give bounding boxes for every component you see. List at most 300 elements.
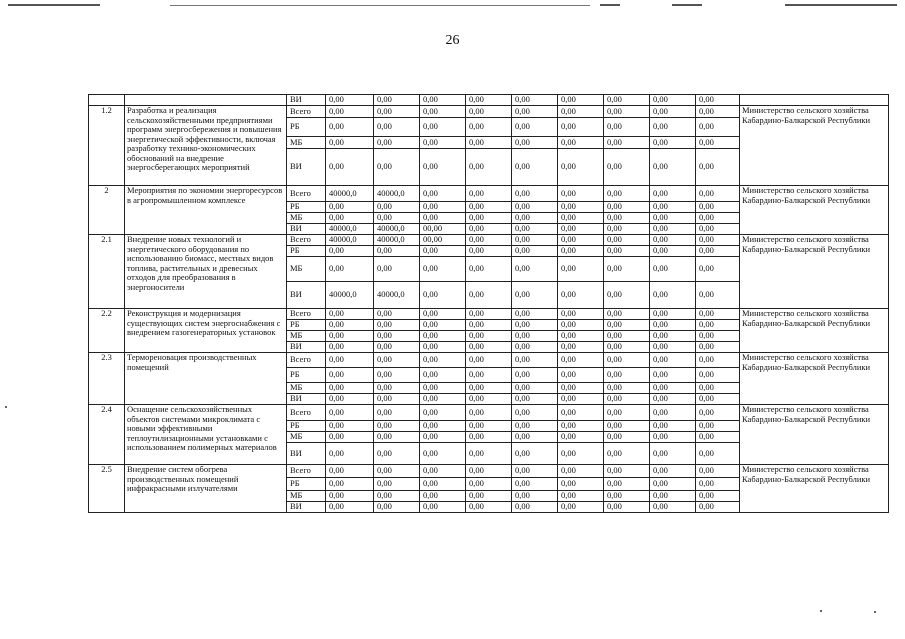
- amount-cell: 0,00: [650, 320, 696, 331]
- amount-cell: 0,00: [420, 465, 466, 478]
- amount-cell: 0,00: [604, 309, 650, 320]
- amount-cell: 40000,0: [374, 235, 420, 246]
- amount-cell: 0,00: [650, 246, 696, 257]
- measure-name-cell: Внедрение новых технологий и энергетического оборудования по использованию биомасс, местных видов топлива, растительных и древесных отходов для преобразования в энергоносители: [125, 235, 287, 309]
- measure-name-cell: Внедрение систем обогрева производственных помещений инфракрасными излучателями: [125, 465, 287, 513]
- amount-cell: 0,00: [466, 118, 512, 137]
- responsible-cell: Министерство сельского хозяйства Кабардино-Балкарской Республики: [740, 186, 889, 235]
- amount-cell: 0,00: [696, 383, 740, 394]
- amount-cell: 0,00: [420, 309, 466, 320]
- amount-cell: 0,00: [420, 491, 466, 502]
- amount-cell: 0,00: [650, 202, 696, 213]
- table-row: [89, 235, 889, 246]
- funding-source-cell: ВИ: [287, 443, 326, 465]
- amount-cell: 0,00: [696, 478, 740, 491]
- amount-cell: 0,00: [374, 213, 420, 224]
- amount-cell: 0,00: [466, 257, 512, 282]
- amount-cell: 0,00: [512, 235, 558, 246]
- amount-cell: 0,00: [696, 342, 740, 353]
- amount-cell: 0,00: [558, 383, 604, 394]
- amount-cell: 0,00: [466, 405, 512, 421]
- amount-cell: 0,00: [326, 394, 374, 405]
- measure-name-cell: Разработка и реализация сельскохозяйственными предприятиями программ энергосбережения и повышения энергетической эффективности, включая разработку технико-экономических обоснований на внедрение энергосберегающих мероприятий: [125, 106, 287, 186]
- amount-cell: 0,00: [604, 149, 650, 186]
- amount-cell: 0,00: [696, 118, 740, 137]
- amount-cell: 40000,0: [326, 224, 374, 235]
- amount-cell: 0,00: [558, 502, 604, 513]
- funding-source-cell: МБ: [287, 383, 326, 394]
- funding-source-cell: МБ: [287, 331, 326, 342]
- amount-cell: 0,00: [512, 331, 558, 342]
- amount-cell: 0,00: [374, 137, 420, 149]
- amount-cell: 0,00: [512, 186, 558, 202]
- amount-cell: 0,00: [420, 502, 466, 513]
- amount-cell: 0,00: [558, 465, 604, 478]
- amount-cell: 40000,0: [374, 224, 420, 235]
- amount-cell: 0,00: [466, 137, 512, 149]
- amount-cell: 0,00: [650, 282, 696, 309]
- amount-cell: 0,00: [696, 502, 740, 513]
- amount-cell: 0,00: [512, 342, 558, 353]
- row-number-cell: 2.2: [89, 309, 125, 353]
- amount-cell: 0,00: [604, 383, 650, 394]
- scan-speck: [5, 406, 7, 408]
- amount-cell: 0,00: [650, 106, 696, 118]
- amount-cell: 0,00: [512, 502, 558, 513]
- amount-cell: 0,00: [326, 213, 374, 224]
- amount-cell: 0,00: [604, 224, 650, 235]
- responsible-cell: Министерство сельского хозяйства Кабардино-Балкарской Республики: [740, 465, 889, 513]
- amount-cell: 0,00: [466, 331, 512, 342]
- amount-cell: 0,00: [466, 202, 512, 213]
- amount-cell: 0,00: [604, 95, 650, 106]
- amount-cell: 0,00: [604, 491, 650, 502]
- amount-cell: 0,00: [604, 443, 650, 465]
- amount-cell: 0,00: [696, 202, 740, 213]
- funding-source-cell: РБ: [287, 246, 326, 257]
- amount-cell: 40000,0: [374, 282, 420, 309]
- table-row: [89, 353, 889, 368]
- amount-cell: 0,00: [696, 213, 740, 224]
- amount-cell: 0,00: [696, 235, 740, 246]
- amount-cell: 0,00: [604, 421, 650, 432]
- amount-cell: 0,00: [466, 106, 512, 118]
- amount-cell: 0,00: [696, 309, 740, 320]
- amount-cell: 0,00: [558, 186, 604, 202]
- amount-cell: 40000,0: [374, 186, 420, 202]
- amount-cell: 0,00: [650, 224, 696, 235]
- table-row: [89, 95, 889, 106]
- amount-cell: 0,00: [512, 309, 558, 320]
- amount-cell: 0,00: [466, 149, 512, 186]
- amount-cell: 0,00: [420, 394, 466, 405]
- amount-cell: 0,00: [604, 353, 650, 368]
- funding-source-cell: МБ: [287, 491, 326, 502]
- amount-cell: 0,00: [512, 491, 558, 502]
- amount-cell: 0,00: [650, 137, 696, 149]
- amount-cell: 0,00: [420, 331, 466, 342]
- amount-cell: 0,00: [466, 309, 512, 320]
- row-number-cell: 2.1: [89, 235, 125, 309]
- amount-cell: 0,00: [558, 309, 604, 320]
- amount-cell: 00,00: [420, 235, 466, 246]
- amount-cell: 0,00: [696, 137, 740, 149]
- funding-source-cell: ВИ: [287, 342, 326, 353]
- amount-cell: 0,00: [466, 235, 512, 246]
- amount-cell: 0,00: [604, 368, 650, 383]
- amount-cell: 0,00: [650, 432, 696, 443]
- table-row: [89, 465, 889, 478]
- amount-cell: 0,00: [558, 149, 604, 186]
- responsible-cell: Министерство сельского хозяйства Кабардино-Балкарской Республики: [740, 353, 889, 405]
- amount-cell: 0,00: [512, 368, 558, 383]
- funding-source-cell: МБ: [287, 432, 326, 443]
- amount-cell: 0,00: [374, 309, 420, 320]
- funding-source-cell: ВИ: [287, 394, 326, 405]
- amount-cell: 0,00: [420, 353, 466, 368]
- amount-cell: 0,00: [374, 118, 420, 137]
- amount-cell: 0,00: [512, 383, 558, 394]
- scan-line: [170, 5, 590, 6]
- amount-cell: 0,00: [374, 246, 420, 257]
- scan-speck: [874, 611, 876, 613]
- amount-cell: 0,00: [466, 421, 512, 432]
- amount-cell: 0,00: [326, 106, 374, 118]
- row-number-cell: 2.3: [89, 353, 125, 405]
- amount-cell: 0,00: [696, 421, 740, 432]
- amount-cell: 0,00: [374, 443, 420, 465]
- amount-cell: 0,00: [512, 432, 558, 443]
- amount-cell: 0,00: [650, 257, 696, 282]
- funding-source-cell: МБ: [287, 137, 326, 149]
- amount-cell: 0,00: [466, 320, 512, 331]
- amount-cell: 0,00: [558, 213, 604, 224]
- amount-cell: 0,00: [512, 405, 558, 421]
- amount-cell: 0,00: [696, 95, 740, 106]
- amount-cell: 0,00: [650, 465, 696, 478]
- amount-cell: 0,00: [558, 421, 604, 432]
- amount-cell: 0,00: [512, 202, 558, 213]
- table-row: [89, 309, 889, 320]
- row-number-cell: 1.2: [89, 106, 125, 186]
- amount-cell: 0,00: [512, 282, 558, 309]
- amount-cell: 0,00: [512, 118, 558, 137]
- table-row: [89, 106, 889, 118]
- funding-source-cell: МБ: [287, 213, 326, 224]
- amount-cell: 0,00: [512, 478, 558, 491]
- amount-cell: 0,00: [558, 368, 604, 383]
- funding-source-cell: Всего: [287, 353, 326, 368]
- amount-cell: 0,00: [558, 246, 604, 257]
- amount-cell: 0,00: [420, 342, 466, 353]
- amount-cell: 0,00: [558, 235, 604, 246]
- funding-source-cell: Всего: [287, 465, 326, 478]
- amount-cell: 0,00: [326, 502, 374, 513]
- responsible-cell: Министерство сельского хозяйства Кабардино-Балкарской Республики: [740, 309, 889, 353]
- amount-cell: 0,00: [374, 202, 420, 213]
- funding-source-cell: РБ: [287, 202, 326, 213]
- amount-cell: 0,00: [326, 149, 374, 186]
- amount-cell: 0,00: [326, 421, 374, 432]
- funding-source-cell: МБ: [287, 257, 326, 282]
- amount-cell: 0,00: [604, 202, 650, 213]
- amount-cell: 0,00: [650, 502, 696, 513]
- table-row: [89, 405, 889, 421]
- amount-cell: 0,00: [558, 257, 604, 282]
- amount-cell: 0,00: [558, 224, 604, 235]
- amount-cell: 0,00: [326, 478, 374, 491]
- amount-cell: 0,00: [696, 257, 740, 282]
- amount-cell: 0,00: [604, 465, 650, 478]
- funding-source-cell: ВИ: [287, 282, 326, 309]
- amount-cell: 0,00: [326, 95, 374, 106]
- funding-source-cell: РБ: [287, 421, 326, 432]
- amount-cell: 0,00: [604, 106, 650, 118]
- amount-cell: 0,00: [512, 224, 558, 235]
- amount-cell: 0,00: [650, 443, 696, 465]
- amount-cell: 0,00: [374, 478, 420, 491]
- amount-cell: 0,00: [558, 118, 604, 137]
- amount-cell: 40000,0: [326, 186, 374, 202]
- scan-speck: [820, 610, 822, 612]
- amount-cell: 0,00: [326, 465, 374, 478]
- measure-name-cell: Оснащение сельскохозяйственных объектов системами микроклимата с новыми эффективными теплоутилизационными установками с использованием полимерных материалов: [125, 405, 287, 465]
- amount-cell: 0,00: [558, 394, 604, 405]
- amount-cell: 0,00: [466, 443, 512, 465]
- amount-cell: 0,00: [604, 320, 650, 331]
- amount-cell: 0,00: [326, 353, 374, 368]
- amount-cell: 0,00: [326, 320, 374, 331]
- amount-cell: 0,00: [558, 405, 604, 421]
- amount-cell: 0,00: [604, 478, 650, 491]
- amount-cell: 0,00: [374, 95, 420, 106]
- amount-cell: 0,00: [374, 502, 420, 513]
- amount-cell: 40000,0: [326, 282, 374, 309]
- row-number-cell: 2.4: [89, 405, 125, 465]
- amount-cell: 0,00: [650, 213, 696, 224]
- row-number-cell: 2: [89, 186, 125, 235]
- amount-cell: 0,00: [420, 282, 466, 309]
- amount-cell: 0,00: [420, 432, 466, 443]
- amount-cell: 0,00: [326, 118, 374, 137]
- amount-cell: 0,00: [558, 331, 604, 342]
- amount-cell: 0,00: [466, 353, 512, 368]
- amount-cell: 0,00: [696, 282, 740, 309]
- scan-line: [8, 4, 100, 6]
- amount-cell: 0,00: [558, 432, 604, 443]
- amount-cell: 0,00: [650, 368, 696, 383]
- funding-source-cell: ВИ: [287, 502, 326, 513]
- amount-cell: 0,00: [374, 320, 420, 331]
- funding-source-cell: Всего: [287, 309, 326, 320]
- amount-cell: 00,00: [420, 224, 466, 235]
- amount-cell: 0,00: [650, 149, 696, 186]
- amount-cell: 0,00: [650, 353, 696, 368]
- amount-cell: 0,00: [326, 342, 374, 353]
- amount-cell: 0,00: [696, 405, 740, 421]
- amount-cell: 0,00: [558, 282, 604, 309]
- amount-cell: 0,00: [604, 186, 650, 202]
- funding-source-cell: ВИ: [287, 224, 326, 235]
- amount-cell: 0,00: [604, 432, 650, 443]
- amount-cell: 0,00: [374, 353, 420, 368]
- amount-cell: 0,00: [696, 246, 740, 257]
- amount-cell: 0,00: [512, 246, 558, 257]
- amount-cell: 0,00: [650, 491, 696, 502]
- amount-cell: 0,00: [420, 443, 466, 465]
- amount-cell: 0,00: [466, 186, 512, 202]
- amount-cell: 0,00: [326, 309, 374, 320]
- amount-cell: 0,00: [466, 368, 512, 383]
- amount-cell: 0,00: [374, 421, 420, 432]
- amount-cell: 0,00: [374, 394, 420, 405]
- amount-cell: 0,00: [696, 186, 740, 202]
- amount-cell: 0,00: [650, 478, 696, 491]
- amount-cell: 0,00: [696, 368, 740, 383]
- amount-cell: 0,00: [374, 149, 420, 186]
- amount-cell: 0,00: [374, 383, 420, 394]
- amount-cell: 0,00: [420, 137, 466, 149]
- table-row: [89, 186, 889, 202]
- amount-cell: 0,00: [420, 257, 466, 282]
- scan-line: [672, 4, 702, 6]
- amount-cell: 0,00: [374, 257, 420, 282]
- amount-cell: 0,00: [696, 394, 740, 405]
- funding-source-cell: Всего: [287, 106, 326, 118]
- amount-cell: 0,00: [466, 465, 512, 478]
- amount-cell: 0,00: [420, 186, 466, 202]
- amount-cell: 0,00: [512, 213, 558, 224]
- amount-cell: 0,00: [466, 342, 512, 353]
- amount-cell: 0,00: [326, 491, 374, 502]
- amount-cell: 0,00: [466, 394, 512, 405]
- scan-line: [600, 4, 620, 6]
- amount-cell: 0,00: [650, 383, 696, 394]
- amount-cell: 0,00: [420, 213, 466, 224]
- amount-cell: 0,00: [512, 320, 558, 331]
- amount-cell: 0,00: [558, 95, 604, 106]
- amount-cell: 0,00: [512, 95, 558, 106]
- amount-cell: 0,00: [466, 213, 512, 224]
- amount-cell: 0,00: [650, 118, 696, 137]
- amount-cell: 0,00: [696, 320, 740, 331]
- row-number-cell: 2.5: [89, 465, 125, 513]
- amount-cell: 0,00: [604, 137, 650, 149]
- page-number: 26: [445, 33, 460, 48]
- amount-cell: 0,00: [604, 394, 650, 405]
- amount-cell: 0,00: [326, 432, 374, 443]
- amount-cell: 0,00: [696, 432, 740, 443]
- funding-source-cell: ВИ: [287, 149, 326, 186]
- funding-source-cell: Всего: [287, 405, 326, 421]
- amount-cell: 0,00: [558, 342, 604, 353]
- amount-cell: 0,00: [512, 421, 558, 432]
- amount-cell: 0,00: [650, 405, 696, 421]
- amount-cell: 0,00: [558, 320, 604, 331]
- amount-cell: 0,00: [512, 257, 558, 282]
- amount-cell: 40000,0: [326, 235, 374, 246]
- amount-cell: 0,00: [466, 224, 512, 235]
- amount-cell: 0,00: [326, 331, 374, 342]
- responsible-cell: Министерство сельского хозяйства Кабардино-Балкарской Республики: [740, 235, 889, 309]
- amount-cell: 0,00: [326, 368, 374, 383]
- amount-cell: 0,00: [650, 186, 696, 202]
- amount-cell: 0,00: [420, 246, 466, 257]
- amount-cell: 0,00: [696, 491, 740, 502]
- amount-cell: 0,00: [326, 443, 374, 465]
- amount-cell: 0,00: [558, 137, 604, 149]
- amount-cell: 0,00: [466, 383, 512, 394]
- amount-cell: 0,00: [374, 368, 420, 383]
- amount-cell: 0,00: [604, 257, 650, 282]
- amount-cell: 0,00: [326, 202, 374, 213]
- amount-cell: 0,00: [420, 405, 466, 421]
- amount-cell: 0,00: [696, 224, 740, 235]
- amount-cell: 0,00: [696, 443, 740, 465]
- amount-cell: 0,00: [326, 383, 374, 394]
- amount-cell: 0,00: [512, 106, 558, 118]
- funding-source-cell: Всего: [287, 235, 326, 246]
- amount-cell: 0,00: [696, 149, 740, 186]
- amount-cell: 0,00: [696, 353, 740, 368]
- responsible-cell: Министерство сельского хозяйства Кабардино-Балкарской Республики: [740, 405, 889, 465]
- amount-cell: 0,00: [420, 106, 466, 118]
- amount-cell: 0,00: [326, 405, 374, 421]
- amount-cell: 0,00: [558, 478, 604, 491]
- amount-cell: 0,00: [604, 502, 650, 513]
- measure-name-cell: Термореновация производственных помещений: [125, 353, 287, 405]
- amount-cell: 0,00: [420, 320, 466, 331]
- amount-cell: 0,00: [512, 149, 558, 186]
- amount-cell: 0,00: [420, 383, 466, 394]
- amount-cell: 0,00: [374, 342, 420, 353]
- table-body: [89, 95, 889, 513]
- amount-cell: 0,00: [326, 257, 374, 282]
- amount-cell: 0,00: [374, 465, 420, 478]
- measure-name-cell: Реконструкция и модернизация существующих систем энергоснабжения с внедрением газогенераторных установок: [125, 309, 287, 353]
- amount-cell: 0,00: [650, 331, 696, 342]
- budget-table: [88, 94, 889, 513]
- amount-cell: 0,00: [650, 394, 696, 405]
- amount-cell: 0,00: [466, 282, 512, 309]
- amount-cell: 0,00: [604, 213, 650, 224]
- measure-name-cell: Мероприятия по экономии энергоресурсов в агропромышленном комплексе: [125, 186, 287, 235]
- amount-cell: 0,00: [466, 95, 512, 106]
- responsible-cell: Министерство сельского хозяйства Кабардино-Балкарской Республики: [740, 106, 889, 186]
- amount-cell: 0,00: [466, 432, 512, 443]
- amount-cell: 0,00: [420, 202, 466, 213]
- amount-cell: 0,00: [374, 405, 420, 421]
- amount-cell: 0,00: [374, 106, 420, 118]
- amount-cell: 0,00: [604, 118, 650, 137]
- amount-cell: 0,00: [374, 331, 420, 342]
- amount-cell: 0,00: [650, 95, 696, 106]
- amount-cell: 0,00: [420, 118, 466, 137]
- funding-source-cell: РБ: [287, 320, 326, 331]
- amount-cell: 0,00: [650, 342, 696, 353]
- amount-cell: 0,00: [650, 235, 696, 246]
- amount-cell: 0,00: [696, 465, 740, 478]
- amount-cell: 0,00: [420, 421, 466, 432]
- amount-cell: 0,00: [558, 202, 604, 213]
- responsible-cell: [740, 95, 889, 106]
- amount-cell: 0,00: [512, 394, 558, 405]
- measure-name-cell: [125, 95, 287, 106]
- amount-cell: 0,00: [420, 368, 466, 383]
- amount-cell: 0,00: [420, 149, 466, 186]
- amount-cell: 0,00: [604, 331, 650, 342]
- amount-cell: 0,00: [512, 137, 558, 149]
